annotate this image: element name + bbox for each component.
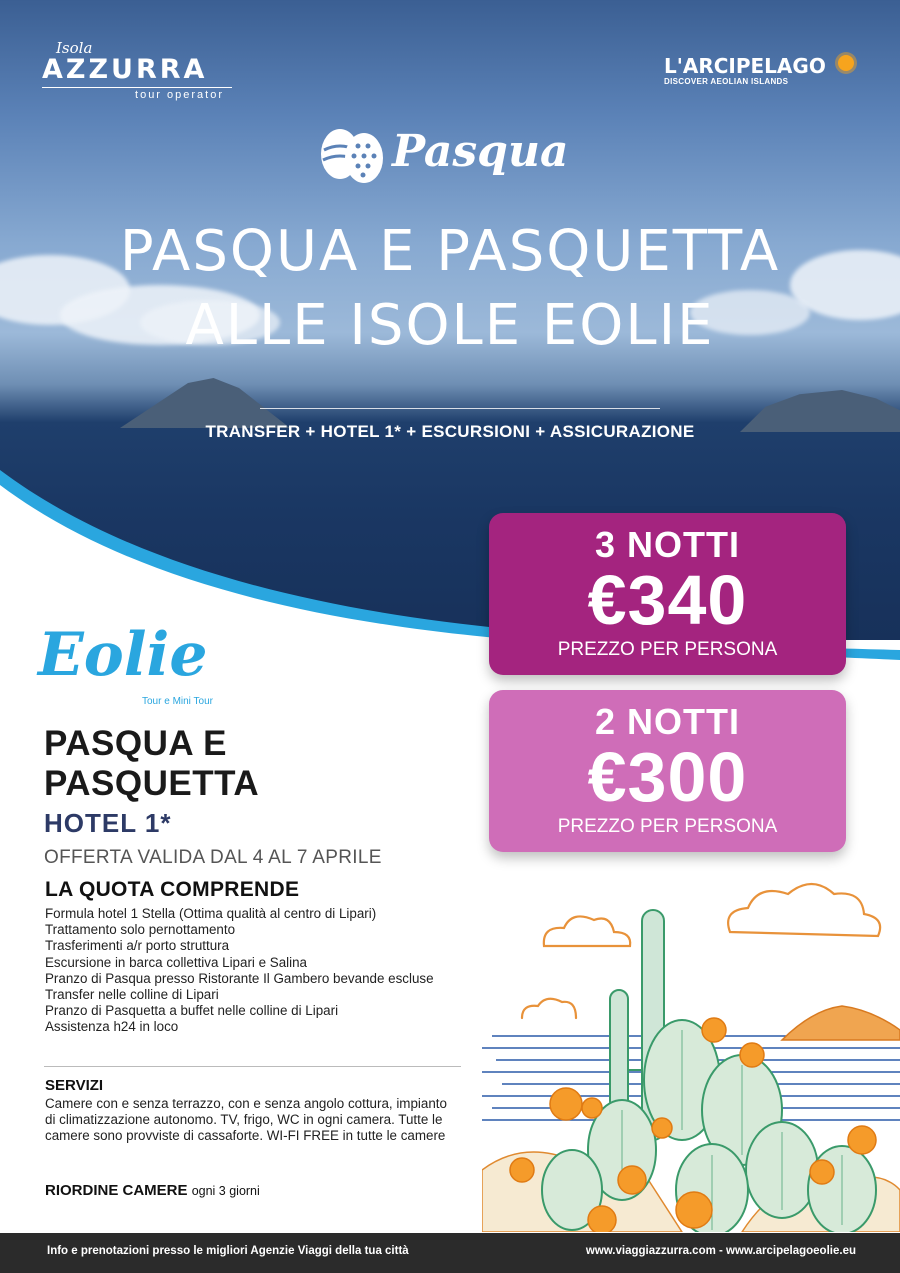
quota-list: [45, 906, 445, 1036]
hotel-category: HOTEL 1*: [44, 808, 172, 838]
package-title-line1: PASQUA E: [44, 724, 227, 763]
offer-nights: 3 NOTTI: [594, 524, 740, 565]
riordine-detail: ogni 3 giorni: [191, 1184, 260, 1198]
arcipelago-tagline: DISCOVER AEOLIAN ISLANDS: [664, 77, 789, 86]
riordine-camere: [45, 1182, 260, 1199]
list-item: Transfer nelle colline di Lipari: [45, 987, 219, 1003]
package-title-line2: PASQUETTA: [44, 764, 260, 803]
hero-title-line1: PASQUA E PASQUETTA: [119, 219, 781, 284]
hero-title-line2: ALLE ISOLE EOLIE: [185, 293, 715, 358]
eolie-word: Eolie: [38, 620, 208, 690]
offer-card-2-notti[interactable]: [489, 690, 846, 852]
footer-info: Info e prenotazioni presso le migliori Agenzie Viaggi della tua città: [47, 1245, 409, 1257]
offer-validity: OFFERTA VALIDA DAL 4 AL 7 APRILE: [44, 847, 382, 868]
list-item: Assistenza h24 in loco: [45, 1019, 179, 1035]
hero-subtitle: TRANSFER + HOTEL 1* + ESCURSIONI + ASSICURAZIONE: [205, 422, 695, 441]
package-title: [44, 724, 259, 804]
riordine-label: RIORDINE CAMERE: [45, 1182, 188, 1199]
eolie-logo: [38, 620, 238, 710]
offer-card-3-notti[interactable]: [489, 513, 846, 675]
servizi-text: Camere con e senza terrazzo, con e senza angolo cottura, impianto di climatizzazione autonomo. TV, frigo, WC in ogni camera. Tutte le camere sono provviste di cassaforte. WI-FI FREE in tutte le camere: [45, 1096, 447, 1143]
offer-nights: 2 NOTTI: [594, 701, 740, 742]
offer-note: PREZZO PER PERSONA: [557, 816, 778, 837]
list-item: Trattamento solo pernottamento: [45, 922, 236, 938]
footer-websites[interactable]: www.viaggiazzurra.com - www.arcipelagoeolie.eu: [585, 1245, 856, 1257]
list-item: Pranzo di Pasquetta a buffet nelle colline di Lipari: [45, 1003, 339, 1019]
offer-price: €340: [587, 561, 748, 639]
list-item: Formula hotel 1 Stella (Ottima qualità al centro di Lipari): [45, 906, 377, 921]
list-item: Pranzo di Pasqua presso Ristorante Il Gambero bevande escluse: [45, 970, 434, 986]
list-item: Trasferimenti a/r porto struttura: [45, 938, 230, 954]
logo-azzurra-text: AZZURRA: [42, 54, 208, 85]
servizi-title: SERVIZI: [45, 1077, 104, 1094]
offer-note: PREZZO PER PERSONA: [557, 639, 778, 660]
section-divider: [44, 1066, 461, 1067]
cactus-illustration: [482, 870, 900, 1232]
quota-title: LA QUOTA COMPRENDE: [45, 878, 300, 901]
offer-price: €300: [587, 738, 748, 816]
pasqua-word: Pasqua: [392, 126, 569, 177]
footer: [0, 1233, 900, 1273]
eolie-tag: Tour e Mini Tour: [142, 696, 213, 707]
logo-tagline: tour operator: [42, 87, 232, 101]
list-item: Escursione in barca collettiva Lipari e Salina: [45, 954, 308, 970]
logo-isola-text: Isola: [56, 39, 93, 57]
arcipelago-name: L'ARCIPELAGO: [664, 54, 826, 78]
